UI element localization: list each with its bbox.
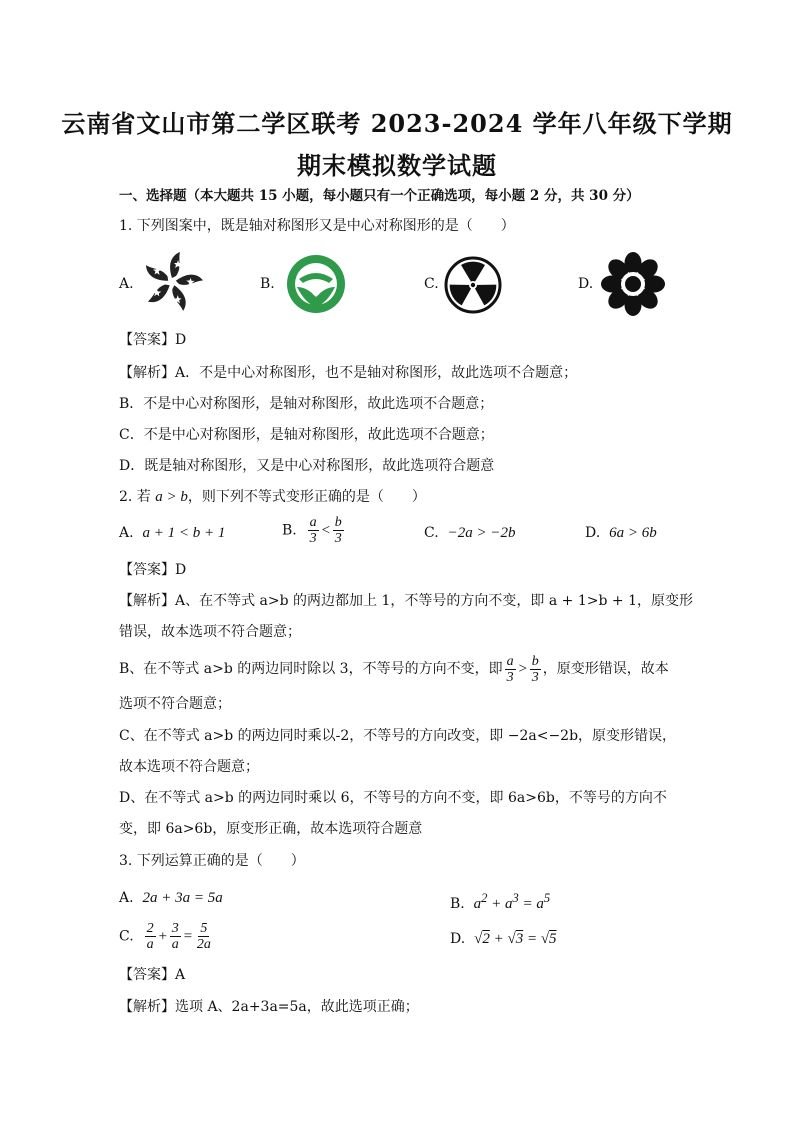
q2-analysis-b-line1 — [119, 653, 669, 685]
exponent: 5 — [543, 891, 551, 905]
operator: = — [523, 931, 541, 947]
q3-option-d-label: D. — [450, 931, 466, 947]
section-heading: 一、选择题（本大题共 15 小题，每小题只有一个正确选项，每小题 2 分，共 30 分） — [119, 188, 640, 204]
base: a — [505, 896, 513, 912]
frac-numerator: a — [309, 515, 317, 530]
q2-analysis-c-line1: C、在不等式 a>b 的两边同时乘以-2，不等号的方向改变，即 −2a<−2b，原变形错误， — [119, 728, 677, 744]
q2-option-a-label: A. — [119, 525, 134, 541]
flower-emblem-figure — [600, 251, 666, 321]
q3-option-c — [119, 921, 215, 952]
q2-option-b-label: B. — [282, 522, 297, 539]
q1-option-a-label: A. — [119, 276, 134, 292]
q2-option-c — [424, 523, 515, 543]
q1-analysis-text1: A．不是中心对称图形，也不是轴对称图形，故此选项不合题意； — [175, 365, 578, 381]
q3-option-c-frac3 — [195, 921, 213, 952]
q3-option-d — [450, 929, 557, 949]
q3-answer — [119, 965, 185, 985]
q2-stem-math: a > b — [155, 489, 188, 505]
q3-option-b-math — [473, 891, 551, 912]
frac-numerator: a — [506, 653, 514, 669]
q2-analysis-tag: 【解析】 — [119, 593, 175, 609]
q3-option-b-label: B. — [450, 896, 465, 912]
radicand: 2 — [482, 931, 490, 947]
q2-option-b-frac1 — [308, 515, 319, 546]
q2-option-c-label: C. — [424, 525, 439, 541]
q1-answer — [119, 330, 186, 350]
frac-denominator: a — [171, 937, 179, 952]
q2-option-d-label: D. — [585, 525, 601, 541]
radicand: 5 — [549, 931, 557, 947]
page-title-line2: 期末模拟数学试题 — [297, 151, 497, 180]
exponent: 2 — [481, 891, 488, 905]
q3-option-c-frac1 — [145, 921, 156, 952]
q3-option-c-frac2 — [170, 921, 181, 952]
frac-denominator: 3 — [309, 531, 317, 546]
q2-answer-value: D — [175, 562, 187, 578]
radiation-symbol-figure — [443, 255, 503, 319]
bauhinia-figure — [137, 250, 207, 318]
q2-option-b — [282, 515, 346, 546]
q2-analysis-b-text-post: ，原变形错误，故本 — [542, 661, 669, 677]
q3-option-c-label: C. — [119, 928, 134, 945]
q3-stem: 3. 下列运算正确的是（ ） — [119, 853, 305, 869]
operator: + — [487, 896, 506, 912]
q3-option-d-math — [474, 931, 556, 947]
q3-analysis-line1 — [119, 997, 419, 1017]
q2-answer — [119, 560, 186, 580]
q2-option-b-relation: < — [320, 522, 331, 539]
frac-numerator: b — [334, 515, 342, 530]
q1-answer-value: D — [175, 332, 187, 348]
q3-option-a — [119, 888, 223, 908]
q3-answer-value: A — [175, 967, 186, 983]
q2-analysis-d-line1: D、在不等式 a>b 的两边同时乘以 6，不等号的方向不变，即 6a>6b，不等号的方向不 — [119, 790, 667, 806]
q3-option-a-math: 2a + 3a = 5a — [142, 890, 223, 906]
frac-numerator: 2 — [146, 921, 154, 936]
q3-option-a-label: A. — [119, 890, 134, 906]
q3-analysis-tag: 【解析】 — [119, 999, 175, 1015]
q2-analysis-c-line2: 故本选项不符合题意； — [119, 759, 259, 775]
radical-sign: √ — [474, 931, 483, 947]
q2-stem-prefix: 2. 若 — [119, 489, 151, 505]
q1-analysis-line4: D．既是轴对称图形，又是中心对称图形，故此选项符合题意 — [119, 458, 495, 474]
q2-analysis-b-line2: 选项不符合题意； — [119, 696, 231, 712]
frac-numerator: b — [531, 653, 539, 669]
q2-stem — [119, 487, 426, 507]
q1-answer-tag: 【答案】 — [119, 332, 175, 348]
q1-stem: 1. 下列图案中，既是轴对称图形又是中心对称图形的是（ ） — [119, 218, 515, 234]
base: a — [473, 896, 482, 912]
radical-sign: √ — [540, 931, 550, 947]
green-food-logo-figure — [285, 253, 347, 319]
q2-analysis-a-text: A、在不等式 a>b 的两边都加上 1，不等号的方向不变，即 a + 1>b + 1，原变形 — [175, 593, 693, 609]
q1-option-d-label: D. — [578, 276, 594, 292]
frac-denominator: 3 — [334, 531, 342, 546]
frac-denominator: 3 — [531, 669, 539, 685]
q2-stem-suffix: ，则下列不等式变形正确的是（ ） — [187, 489, 426, 505]
q2-option-d-math: 6a > 6b — [609, 525, 657, 541]
q2-analysis-b-relation: > — [517, 661, 528, 677]
q1-analysis-line2: B．不是中心对称图形，是轴对称图形，故此选项不合题意； — [119, 396, 494, 412]
frac-denominator: a — [146, 937, 154, 952]
q1-analysis-line1 — [119, 363, 577, 383]
operator: = — [182, 928, 193, 945]
q2-analysis-b-text: B、在不等式 a>b 的两边同时除以 3，不等号的方向不变，即 — [119, 661, 503, 677]
frac-denominator: 3 — [506, 669, 514, 685]
q2-analysis-a-line2: 错误，故本选项不符合题意； — [119, 624, 301, 640]
q1-analysis-line3: C．不是中心对称图形，是轴对称图形，故此选项不合题意； — [119, 427, 494, 443]
q2-option-b-frac2 — [333, 515, 344, 546]
q2-option-a-math: a + 1 < b + 1 — [142, 525, 226, 541]
exponent: 3 — [512, 891, 519, 905]
q1-option-b-label: B. — [260, 276, 275, 292]
q1-analysis-tag: 【解析】 — [119, 365, 175, 381]
q2-option-a — [119, 523, 225, 543]
q3-option-b — [450, 888, 550, 914]
q2-analysis-d-line2: 变，即 6a>6b，原变形正确，故本选项符合题意 — [119, 821, 423, 837]
q3-answer-tag: 【答案】 — [119, 967, 175, 983]
q3-analysis-text: 选项 A、2a+3a=5a，故此选项正确； — [175, 999, 419, 1015]
q1-option-c-label: C. — [424, 276, 439, 292]
radical-sign: √ — [507, 931, 516, 947]
base: a — [536, 896, 544, 912]
q2-analysis-b-frac1 — [505, 654, 516, 685]
frac-numerator: 5 — [200, 921, 208, 936]
operator: + — [489, 931, 508, 947]
q2-analysis-a-line1 — [119, 591, 693, 611]
q2-analysis-b-frac2 — [530, 654, 541, 685]
page-title-line1: 云南省文山市第二学区联考 2023-2024 学年八年级下学期 — [61, 109, 733, 138]
operator: = — [518, 896, 537, 912]
frac-numerator: 3 — [171, 921, 179, 936]
q2-option-c-math: −2a > −2b — [447, 525, 516, 541]
q2-answer-tag: 【答案】 — [119, 562, 175, 578]
operator: + — [157, 928, 168, 945]
q2-option-d — [585, 523, 657, 543]
radicand: 3 — [515, 931, 524, 947]
frac-denominator: 2a — [196, 937, 211, 952]
